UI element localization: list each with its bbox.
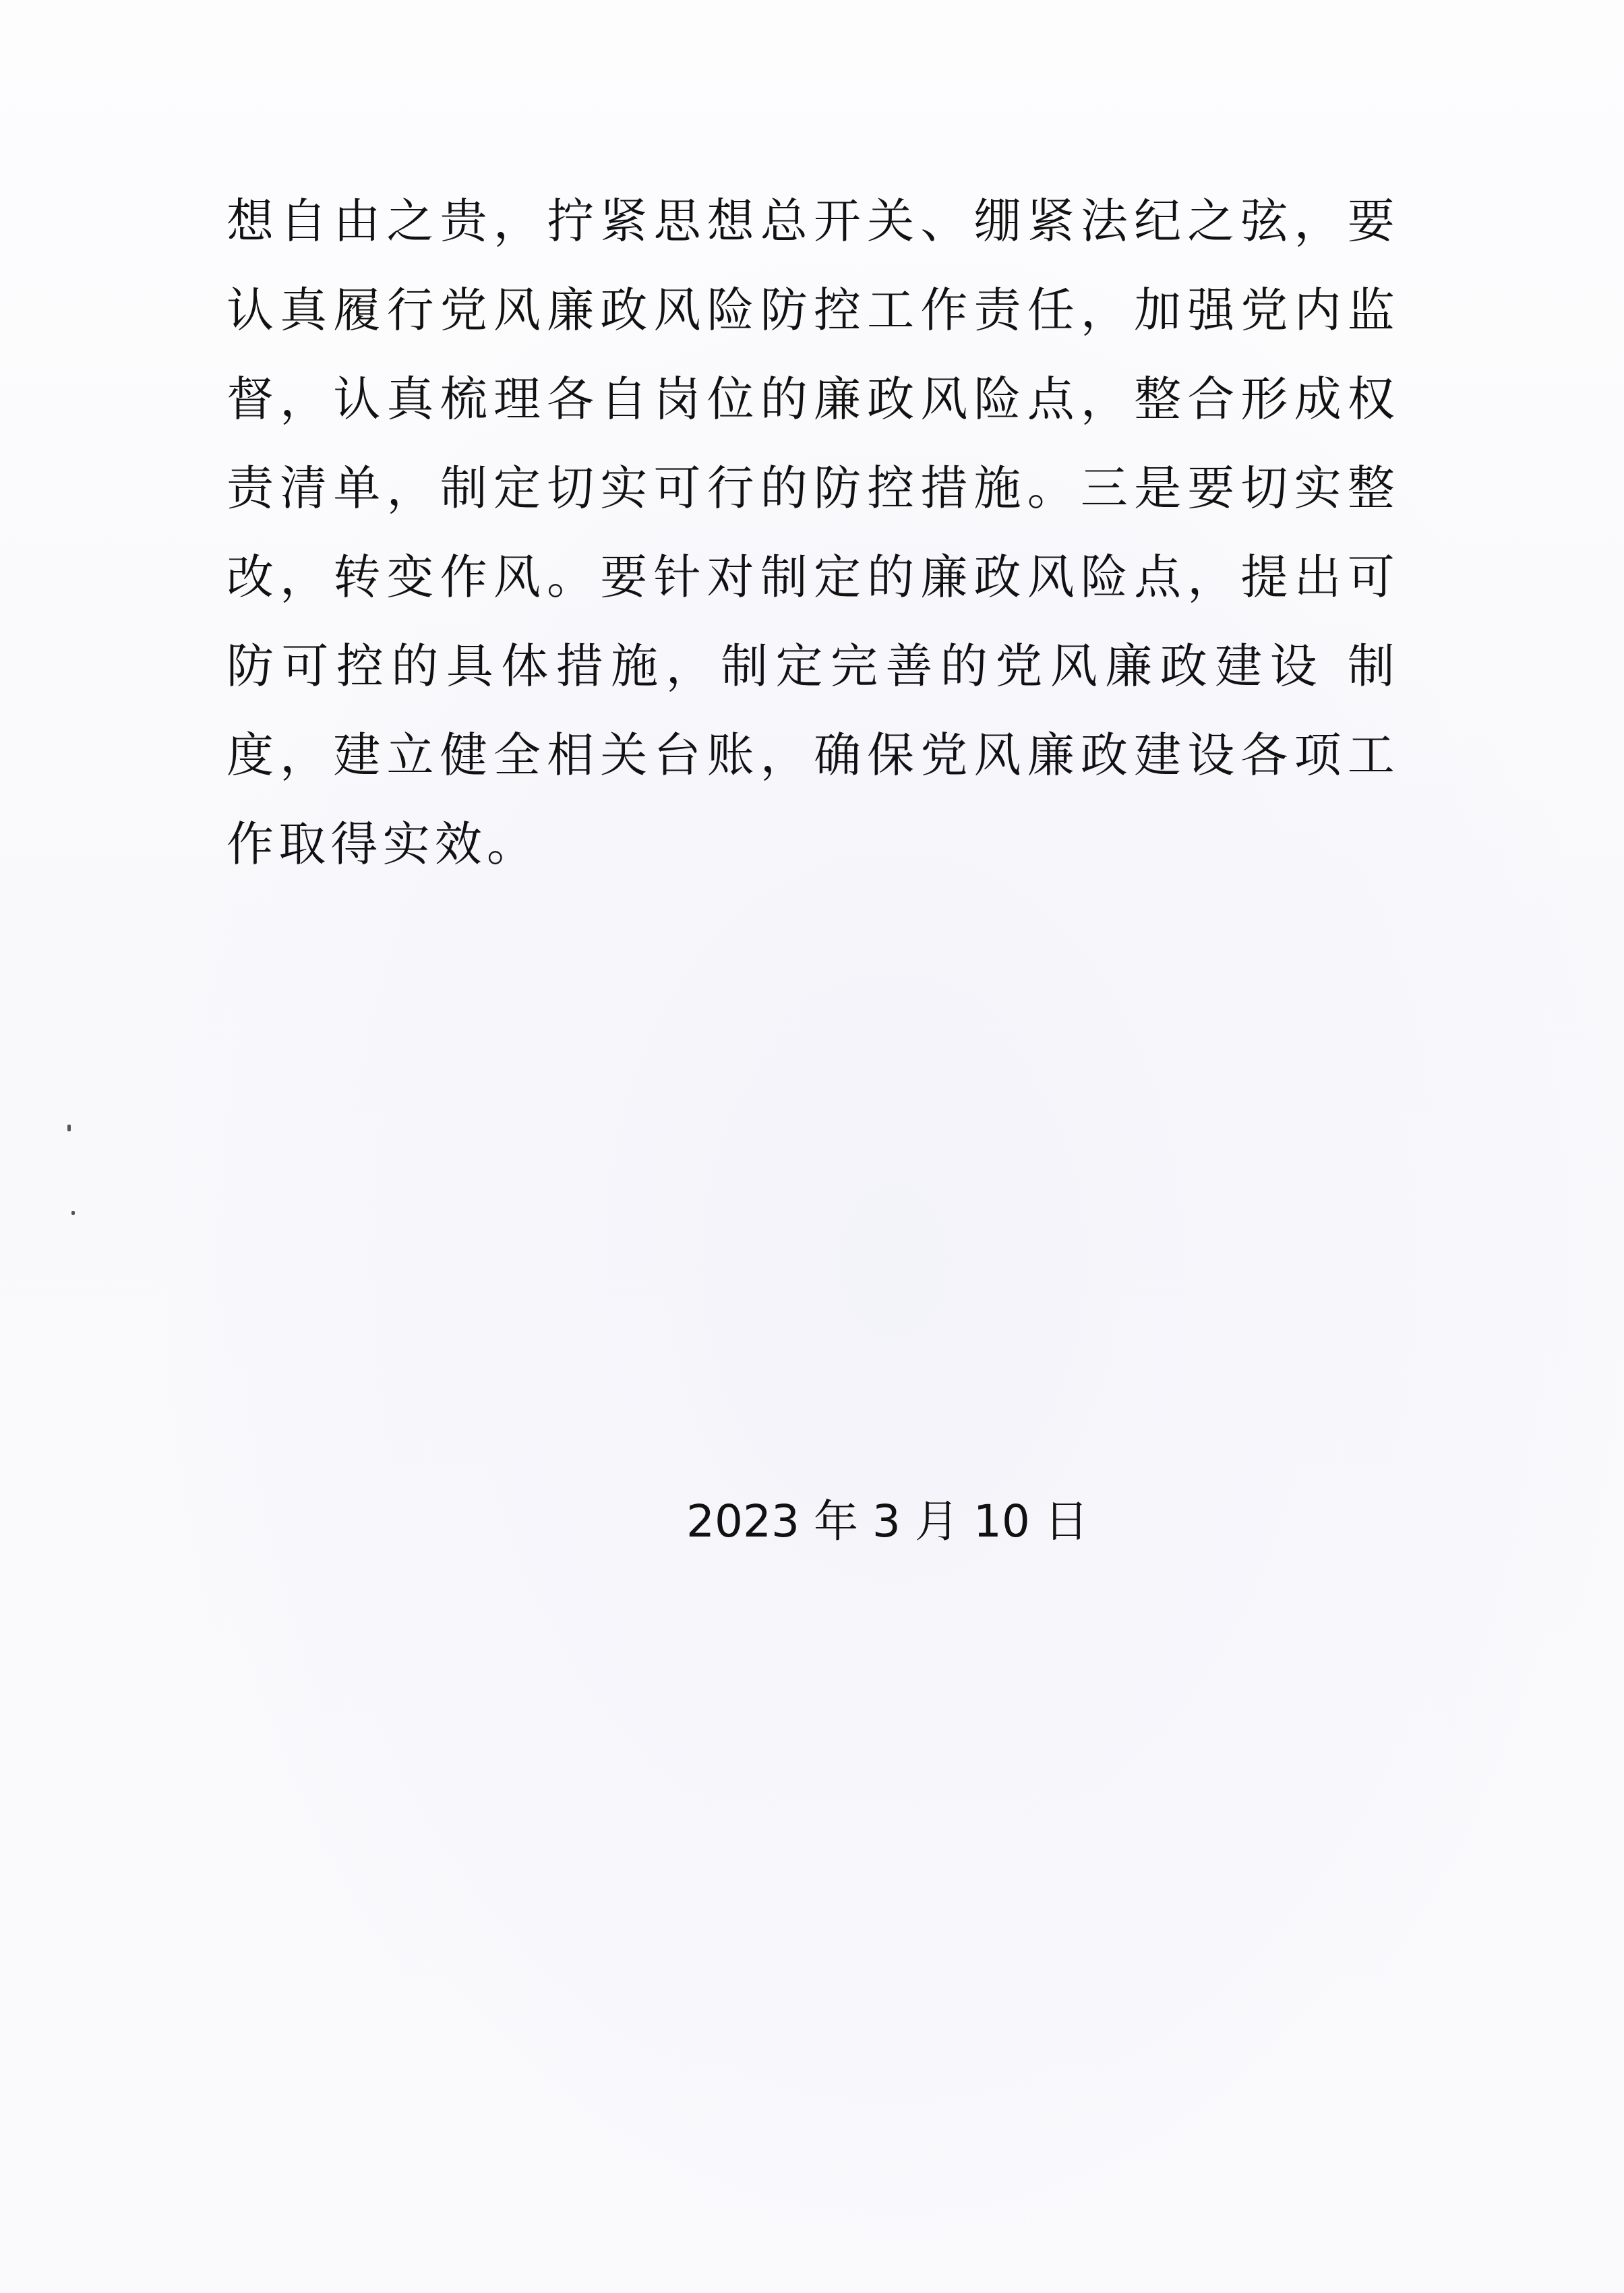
scan-speck xyxy=(71,1211,75,1215)
body-paragraph: 想自由之贵，拧紧思想总开关、绷紧法纪之弦，要认真履行党风廉政风险防控工作责任，加强党内监督，认真梳理各自岗位的廉政风险点，整合形成权责清单，制定切实可行的防控措施。三是要切实整改，转变作风。要针对制定的廉政风险点，提出可防可控的具体措施，制定完善的党风廉政建设 制度，建立健全相关台账，确保党风廉政建设各项工作取得实效。 xyxy=(227,193,1400,872)
document-date: 2023 年 3 月 10 日 xyxy=(686,1495,1089,1547)
scan-speck xyxy=(67,1125,71,1131)
